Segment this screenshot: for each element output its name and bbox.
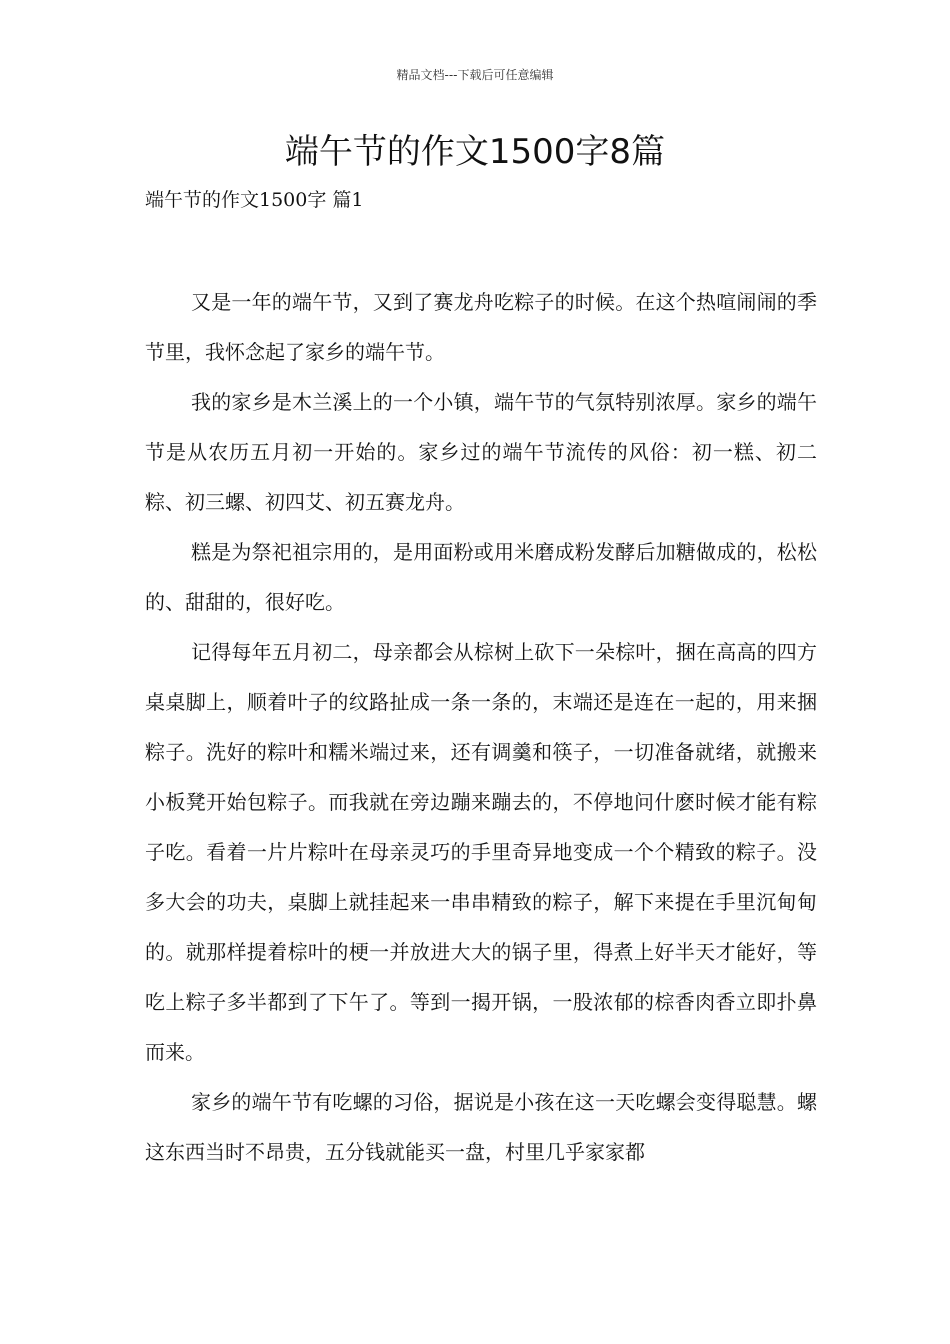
paragraph-5: 家乡的端午节有吃螺的习俗，据说是小孩在这一天吃螺会变得聪慧。螺这东西当时不昂贵，五分钱就能买一盘，村里几乎家家都 bbox=[145, 1090, 817, 1164]
paragraph-2: 我的家乡是木兰溪上的一个小镇，端午节的气氛特别浓厚。家乡的端午节是从农历五月初一开始的。家乡过的端午节流传的风俗：初一糕、初二粽、初三螺、初四艾、初五赛龙舟。 bbox=[145, 390, 817, 514]
paragraph-3: 糕是为祭祀祖宗用的，是用面粉或用米磨成粉发酵后加糖做成的，松松的、甜甜的，很好吃。 bbox=[145, 540, 817, 614]
document-title: 端午节的作文1500字8篇 bbox=[284, 132, 666, 172]
paragraph-4: 记得每年五月初二，母亲都会从棕树上砍下一朵棕叶，捆在高高的四方桌桌脚上，顺着叶子的纹路扯成一条一条的，末端还是连在一起的，用来捆粽子。洗好的粽叶和糯米端过来，还有调羹和筷子，一切准备就绪，就搬来小板凳开始包粽子。而我就在旁边蹦来蹦去的，不停地问什麽时候才能有粽子吃。看着一片片粽叶在母亲灵巧的手里奇异地变成一个个精致的粽子。没多大会的功夫，桌脚上就挂起来一串串精致的粽子，解下来提在手里沉甸甸的。就那样提着棕叶的梗一并放进大大的锅子里，得煮上好半天才能好，等吃上粽子多半都到了下午了。等到一揭开锅，一股浓郁的棕香肉香立即扑鼻而来。 bbox=[145, 640, 817, 1064]
page-header-note: 精品文档---下载后可任意编辑 bbox=[396, 68, 554, 82]
section-heading: 端午节的作文1500字 篇1 bbox=[145, 189, 364, 211]
paragraph-1: 又是一年的端午节，又到了赛龙舟吃粽子的时候。在这个热喧闹闹的季节里，我怀念起了家乡的端午节。 bbox=[145, 290, 817, 364]
article-body bbox=[145, 277, 817, 1177]
